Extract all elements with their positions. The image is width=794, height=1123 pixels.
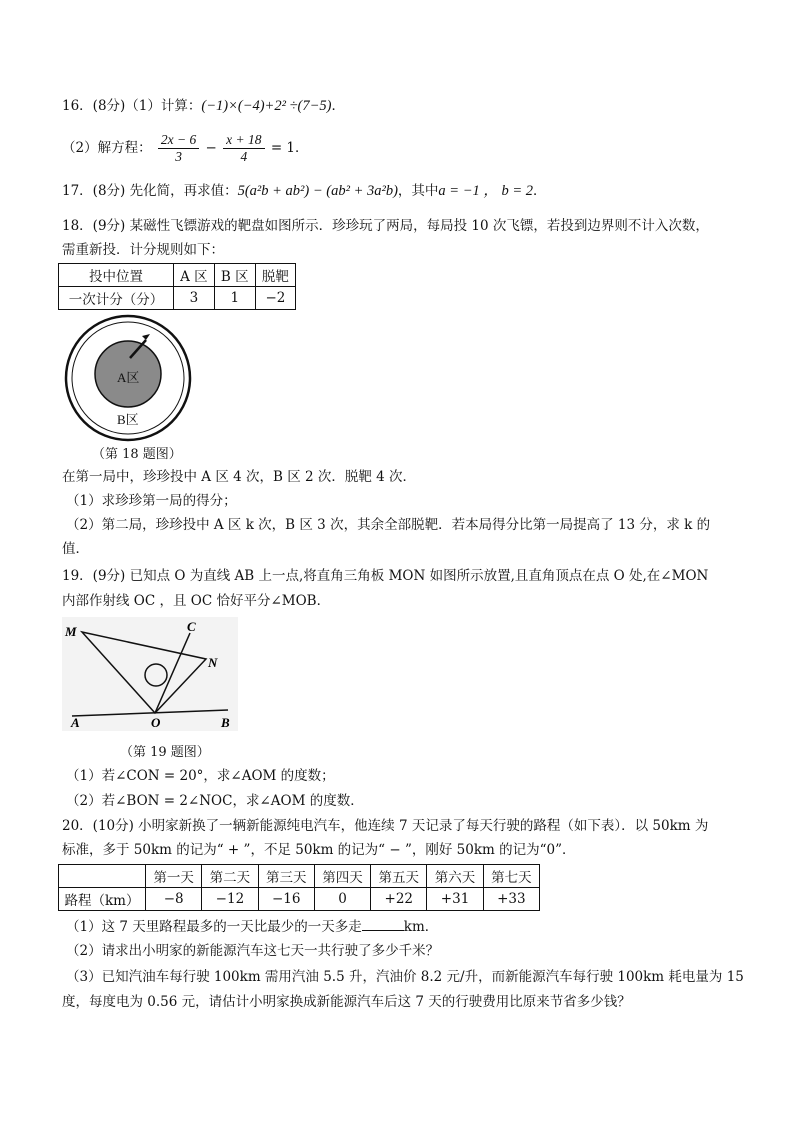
q17-mid: ，其中 [397,183,439,199]
q16-line2 [62,132,309,165]
table-row [59,287,296,310]
fraction-2 [223,132,264,165]
fraction-1 [158,132,199,165]
table-cell: 路程（km） [59,888,146,911]
label-n: N [208,655,218,670]
q20-distance-table [58,864,540,911]
q16-line1 [62,96,345,116]
table-cell: 第一天 [146,865,202,888]
answer-blank [362,916,404,931]
q20-subq2: （2）请求出小明家的新能源汽车这七天一共行驶了多少千米？ [66,943,440,959]
q16-part2-prefix: （2）解方程： [62,140,152,156]
table-cell: −8 [146,888,202,911]
table-cell: 0 [314,888,370,911]
zone-a-label: A区 [117,370,140,385]
label-b: B [221,715,230,730]
q17-end: ． [533,183,547,199]
q18-line5: （2）第二局，珍珍投中 A 区 k 次，B 区 3 次，其余全部脱靶．若本局得分比第一局提高了 13 分，求 k 的 [66,517,711,533]
table-cell: +31 [427,888,483,911]
table-row [59,264,296,287]
dartboard-figure [62,314,194,442]
q18-line4: （1）求珍珍第一局的得分； [66,493,237,509]
table-cell: 第四天 [314,865,370,888]
table-cell: 1 [214,287,255,310]
table-cell [59,865,146,888]
q17-expression: 5(a²b + ab²) − (ab² + 3a²b) [237,183,398,199]
angle-figure [62,617,238,731]
table-row [59,888,540,911]
table-cell: 第六天 [427,865,483,888]
table-cell: 第七天 [483,865,539,888]
q18-figure-caption: （第 18 题图） [92,447,182,462]
table-cell: +22 [371,888,427,911]
q20-line1: 20．(10分) 小明家新换了一辆新能源纯电汽车，他连续 7 天记录了每天行驶的路程（如下表）．以 50km 为 [62,818,709,834]
q19-line3: （1）若∠CON = 20°，求∠AOM 的度数； [66,768,335,784]
label-a: A [71,715,80,730]
table-row [59,865,540,888]
table-cell: +33 [483,888,539,911]
q20-subq1 [66,916,438,937]
table-cell: −2 [255,287,295,310]
q17-condition: a = −1 ， b = 2 [438,183,534,199]
label-o: O [151,715,161,730]
table-cell: B 区 [214,264,255,287]
equation-rhs: = 1． [270,140,309,156]
table-cell: A 区 [174,264,215,287]
label-c: C [187,619,196,634]
table-cell: 投中位置 [59,264,174,287]
q20-subq3-line1: （3）已知汽油车每行驶 100km 需用汽油 5.5 升，汽油价 8.2 元/升，而新能源汽车每行驶 100km 耗电量为 15 [66,969,744,985]
fraction-1-num: 2x − 6 [158,132,199,149]
label-m: M [65,624,77,639]
table-cell: 第三天 [258,865,314,888]
table-cell: −12 [202,888,258,911]
q19-line1: 19．(9分) 已知点 O 为直线 AB 上一点,将直角三角板 MON 如图所示放置,且直角顶点在点 O 处,在∠MON [62,568,709,584]
table-cell: 3 [174,287,215,310]
table-cell: 第二天 [202,865,258,888]
q17-line [62,181,547,201]
table-cell: 一次计分（分） [59,287,174,310]
q19-line4: （2）若∠BON = 2∠NOC，求∠AOM 的度数． [66,793,364,809]
q16-end: ． [331,98,345,114]
table-cell: −16 [258,888,314,911]
table-cell: 脱靶 [255,264,295,287]
fraction-2-den: 4 [240,149,248,164]
fraction-1-den: 3 [175,149,182,164]
table-cell: 第五天 [371,865,427,888]
q18-line1: 18．(9分) 某磁性飞镖游戏的靶盘如图所示．珍珍玩了两局，每局投 10 次飞镖，若投到边界则不计入次数， [62,218,709,234]
q20-subq3-line2: 度，每度电为 0.56 元，请估计小明家换成新能源汽车后这 7 天的行驶费用比原来节省多少钱？ [62,994,631,1010]
q20-subq1-text: （1）这 7 天里路程最多的一天比最少的一天多走 [66,919,362,935]
q18-line6: 值． [62,541,89,557]
q19-line2: 内部作射线 OC ，且 OC 恰好平分∠MOB． [62,593,331,609]
q16-expression: (−1)×(−4)+2² ÷(7−5) [201,98,332,114]
q20-line2: 标准，多于 50km 的记为“ + ”，不足 50km 的记为“ − ”，刚好 50km 的记为“0”． [62,842,576,858]
q19-figure-caption: （第 19 题图） [120,745,210,760]
fraction-2-num: x + 18 [223,132,264,149]
q17-prefix: 17．(8分) 先化简，再求值： [62,183,238,199]
q18-line3: 在第一局中，珍珍投中 A 区 4 次，B 区 2 次．脱靶 4 次． [62,469,417,485]
zone-b-label: B区 [117,412,139,427]
q18-score-table [58,263,296,310]
minus-sign: − [205,140,217,156]
q18-line2: 需重新投．计分规则如下： [62,242,224,258]
q16-prefix: 16．(8分)（1）计算： [62,98,202,114]
q20-subq1-unit: km． [403,919,439,935]
